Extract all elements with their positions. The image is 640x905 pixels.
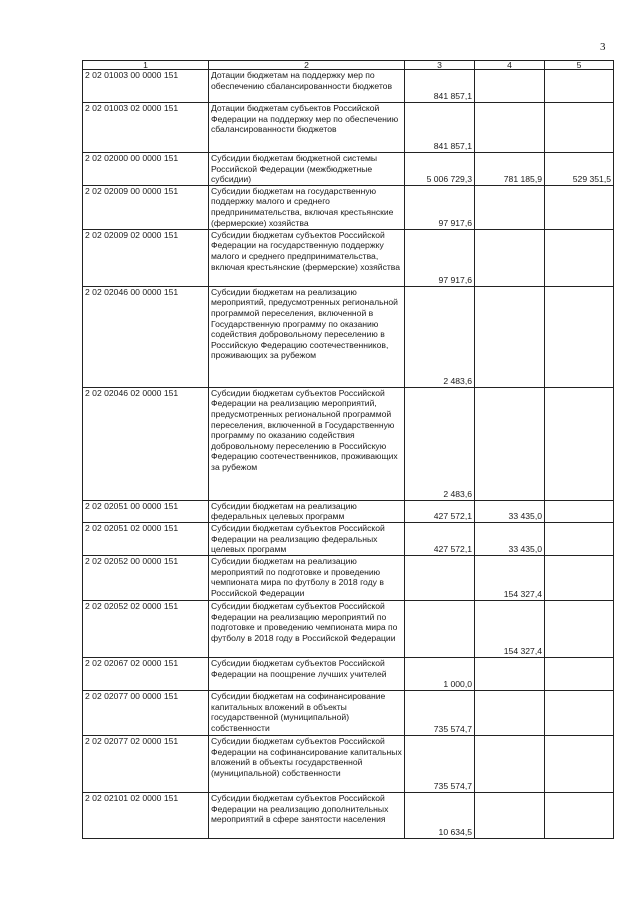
amount-col-5 bbox=[545, 657, 614, 690]
amount-col-4 bbox=[475, 657, 545, 690]
amount-col-5 bbox=[545, 555, 614, 600]
amount-col-4 bbox=[475, 792, 545, 838]
amount-col-3 bbox=[405, 555, 475, 600]
revenue-name: Субсидии бюджетам на софинансирование капитальных вложений в объекты государственной (муниципальной) собственности bbox=[209, 690, 405, 735]
table-row bbox=[83, 792, 614, 838]
table-header bbox=[83, 61, 614, 70]
amount-col-4: 781 185,9 bbox=[475, 153, 545, 186]
revenue-name: Субсидии бюджетам на реализацию мероприятий, предусмотренных региональной программой переселения, включенной в Государственную программу по оказанию содействия добровольному переселению в Российскую Федерацию соотечественников, проживающих за рубежом bbox=[209, 286, 405, 387]
table-row bbox=[83, 286, 614, 387]
amount-col-3: 2 483,6 bbox=[405, 387, 475, 500]
column-header-5: 5 bbox=[545, 61, 614, 70]
column-header-3: 3 bbox=[405, 61, 475, 70]
table-row bbox=[83, 103, 614, 153]
budget-code: 2 02 02077 00 0000 151 bbox=[83, 690, 209, 735]
amount-col-3: 10 634,5 bbox=[405, 792, 475, 838]
revenue-name: Субсидии бюджетам на реализацию федеральных целевых программ bbox=[209, 500, 405, 522]
amount-col-3: 5 006 729,3 bbox=[405, 153, 475, 186]
amount-col-5 bbox=[545, 522, 614, 555]
amount-col-4 bbox=[475, 70, 545, 103]
amount-col-3: 841 857,1 bbox=[405, 70, 475, 103]
budget-code: 2 02 02051 02 0000 151 bbox=[83, 522, 209, 555]
amount-col-4: 33 435,0 bbox=[475, 522, 545, 555]
amount-col-5 bbox=[545, 387, 614, 500]
budget-code: 2 02 02052 02 0000 151 bbox=[83, 600, 209, 657]
amount-col-5 bbox=[545, 792, 614, 838]
amount-col-3: 735 574,7 bbox=[405, 690, 475, 735]
amount-col-3: 97 917,6 bbox=[405, 229, 475, 286]
amount-col-5 bbox=[545, 500, 614, 522]
amount-col-3: 2 483,6 bbox=[405, 286, 475, 387]
column-header-4: 4 bbox=[475, 61, 545, 70]
amount-col-4: 154 327,4 bbox=[475, 555, 545, 600]
table-row bbox=[83, 555, 614, 600]
revenue-name: Субсидии бюджетам субъектов Российской Федерации на поощрение лучших учителей bbox=[209, 657, 405, 690]
budget-code: 2 02 02067 02 0000 151 bbox=[83, 657, 209, 690]
amount-col-3: 735 574,7 bbox=[405, 735, 475, 792]
amount-col-5 bbox=[545, 735, 614, 792]
table-row bbox=[83, 600, 614, 657]
revenue-name: Субсидии бюджетам на реализацию мероприятий по подготовке и проведению чемпионата мира по футболу в 2018 году в Российской Федерации bbox=[209, 555, 405, 600]
revenue-name: Дотации бюджетам на поддержку мер по обеспечению сбалансированности бюджетов bbox=[209, 70, 405, 103]
amount-col-5 bbox=[545, 229, 614, 286]
revenue-name: Субсидии бюджетам субъектов Российской Федерации на реализацию федеральных целевых программ bbox=[209, 522, 405, 555]
budget-code: 2 02 02046 00 0000 151 bbox=[83, 286, 209, 387]
table-row bbox=[83, 657, 614, 690]
amount-col-5 bbox=[545, 600, 614, 657]
revenue-name: Субсидии бюджетам субъектов Российской Федерации на софинансирование капитальных вложений в объекты государственной (муниципальной) собственности bbox=[209, 735, 405, 792]
budget-code: 2 02 02077 02 0000 151 bbox=[83, 735, 209, 792]
amount-col-3: 97 917,6 bbox=[405, 185, 475, 229]
amount-col-4 bbox=[475, 286, 545, 387]
budget-code: 2 02 01003 02 0000 151 bbox=[83, 103, 209, 153]
amount-col-5 bbox=[545, 286, 614, 387]
amount-col-4 bbox=[475, 229, 545, 286]
amount-col-3: 427 572,1 bbox=[405, 522, 475, 555]
amount-col-4 bbox=[475, 185, 545, 229]
budget-code: 2 02 01003 00 0000 151 bbox=[83, 70, 209, 103]
amount-col-5: 529 351,5 bbox=[545, 153, 614, 186]
budget-revenue-table bbox=[82, 60, 614, 839]
column-header-2: 2 bbox=[209, 61, 405, 70]
amount-col-5 bbox=[545, 690, 614, 735]
budget-code: 2 02 02046 02 0000 151 bbox=[83, 387, 209, 500]
amount-col-4 bbox=[475, 735, 545, 792]
revenue-name: Субсидии бюджетам бюджетной системы Российской Федерации (межбюджетные субсидии) bbox=[209, 153, 405, 186]
budget-code: 2 02 02101 02 0000 151 bbox=[83, 792, 209, 838]
table-row bbox=[83, 387, 614, 500]
amount-col-4: 33 435,0 bbox=[475, 500, 545, 522]
amount-col-3 bbox=[405, 600, 475, 657]
revenue-name: Субсидии бюджетам субъектов Российской Федерации на реализацию мероприятий, предусмотренных региональной программой переселения, включенной в Государственную программу по оказанию содействия добровольному переселению в Российскую Федерацию соотечественников, проживающих за рубежом bbox=[209, 387, 405, 500]
table-row bbox=[83, 153, 614, 186]
revenue-name: Субсидии бюджетам субъектов Российской Федерации на государственную поддержку малого и среднего предпринимательства, включая крестьянские (фермерские) хозяйства bbox=[209, 229, 405, 286]
revenue-name: Субсидии бюджетам субъектов Российской Федерации на реализацию дополнительных мероприятий в сфере занятости населения bbox=[209, 792, 405, 838]
amount-col-4 bbox=[475, 387, 545, 500]
budget-code: 2 02 02051 00 0000 151 bbox=[83, 500, 209, 522]
page-number: 3 bbox=[600, 41, 606, 53]
budget-code: 2 02 02000 00 0000 151 bbox=[83, 153, 209, 186]
amount-col-5 bbox=[545, 70, 614, 103]
revenue-name: Субсидии бюджетам субъектов Российской Федерации на реализацию мероприятий по подготовке и проведению чемпионата мира по футболу в 2018 году в Российской Федерации bbox=[209, 600, 405, 657]
amount-col-4 bbox=[475, 690, 545, 735]
budget-code: 2 02 02009 02 0000 151 bbox=[83, 229, 209, 286]
budget-code: 2 02 02009 00 0000 151 bbox=[83, 185, 209, 229]
amount-col-3: 841 857,1 bbox=[405, 103, 475, 153]
revenue-name: Субсидии бюджетам на государственную поддержку малого и среднего предпринимательства, включая крестьянские (фермерские) хозяйства bbox=[209, 185, 405, 229]
amount-col-3: 1 000,0 bbox=[405, 657, 475, 690]
revenue-name: Дотации бюджетам субъектов Российской Федерации на поддержку мер по обеспечению сбалансированности бюджетов bbox=[209, 103, 405, 153]
amount-col-5 bbox=[545, 103, 614, 153]
column-header-1: 1 bbox=[83, 61, 209, 70]
table-row bbox=[83, 500, 614, 522]
amount-col-5 bbox=[545, 185, 614, 229]
table-body bbox=[83, 70, 614, 839]
table-row bbox=[83, 735, 614, 792]
table-row bbox=[83, 70, 614, 103]
amount-col-4 bbox=[475, 103, 545, 153]
amount-col-4: 154 327,4 bbox=[475, 600, 545, 657]
table-row bbox=[83, 185, 614, 229]
table-row bbox=[83, 522, 614, 555]
budget-code: 2 02 02052 00 0000 151 bbox=[83, 555, 209, 600]
table-row bbox=[83, 690, 614, 735]
table-row bbox=[83, 229, 614, 286]
amount-col-3: 427 572,1 bbox=[405, 500, 475, 522]
